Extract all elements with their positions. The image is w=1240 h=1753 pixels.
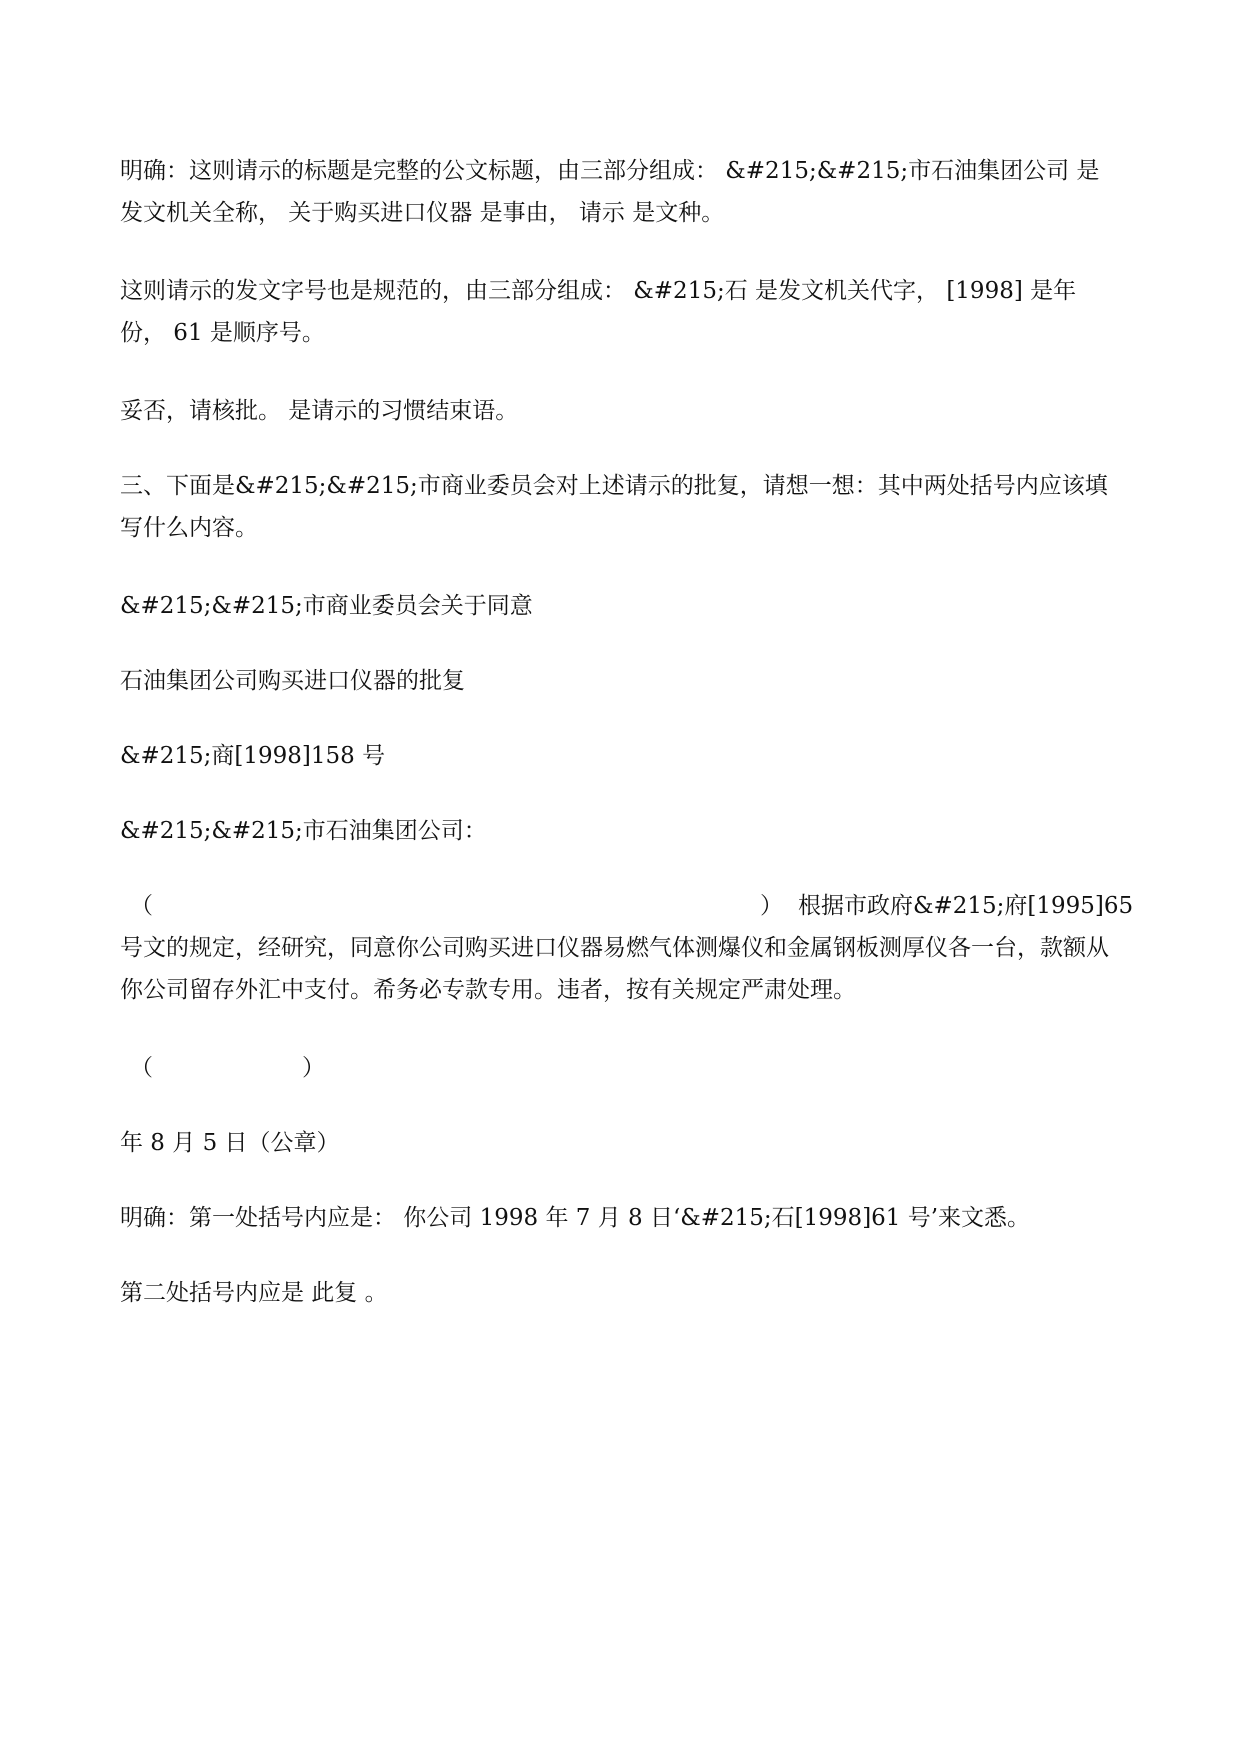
blank-bracket-open-2: （ xyxy=(130,1055,153,1081)
reply-closing-blank xyxy=(120,1047,1120,1089)
blank-bracket-open-1: （ xyxy=(130,893,153,919)
reply-body-first-line-tail: 根据市政府&#215;府[1995]65 xyxy=(798,893,1134,919)
blank-bracket-close-2: ） xyxy=(302,1055,325,1081)
paragraph-doc-number-explanation: 这则请示的发文字号也是规范的，由三部分组成： &#215;石 是发文机关代字， [1998] 是年份， 61 是顺序号。 xyxy=(120,278,1077,346)
paragraph-section-three: 三、下面是&#215;&#215;市商业委员会对上述请示的批复，请想一想：其中两处括号内应该填写什么内容。 xyxy=(120,473,1108,541)
blank-bracket-close-1: ） xyxy=(760,893,783,919)
answer-first-blank: 明确：第一处括号内应是： 你公司 1998 年 7 月 8 日‘&#215;石[1998]61 号’来文悉。 xyxy=(120,1205,1031,1231)
answer-second-blank: 第二处括号内应是 此复 。 xyxy=(120,1280,388,1306)
reply-date-seal: 年 8 月 5 日（公章） xyxy=(120,1130,340,1156)
reply-body-first-line xyxy=(120,885,1134,927)
reply-addressee: &#215;&#215;市石油集团公司： xyxy=(120,818,487,844)
paragraph-title-explanation: 明确：这则请示的标题是完整的公文标题，由三部分组成： &#215;&#215;市石油集团公司 是发文机关全称， 关于购买进口仪器 是事由， 请示 是文种。 xyxy=(120,158,1100,226)
reply-doc-number: &#215;商[1998]158 号 xyxy=(120,743,386,769)
reply-body-text: 号文的规定，经研究，同意你公司购买进口仪器易燃气体测爆仪和金属钢板测厚仪各一台，款额从你公司留存外汇中支付。希务必专款专用。违者，按有关规定严肃处理。 xyxy=(120,935,1109,1003)
reply-title-line-1: &#215;&#215;市商业委员会关于同意 xyxy=(120,593,533,619)
reply-title-line-2: 石油集团公司购买进口仪器的批复 xyxy=(120,668,465,694)
paragraph-closing-phrase: 妥否，请核批。 是请示的习惯结束语。 xyxy=(120,398,519,424)
